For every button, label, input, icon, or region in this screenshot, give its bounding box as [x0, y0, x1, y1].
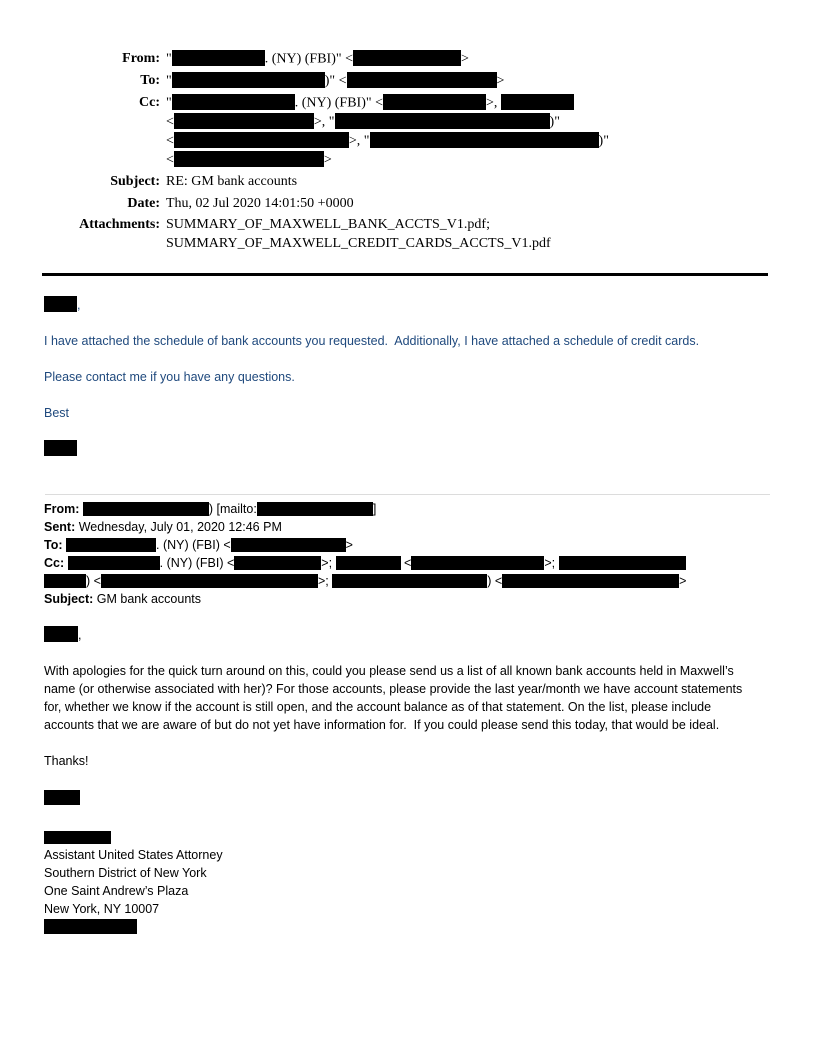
- header-value-line: [166, 132, 772, 151]
- header-value-line: [166, 216, 772, 235]
- email2-body: [44, 626, 772, 770]
- header-text: ) [mailto:: [208, 502, 257, 516]
- header-text: <: [166, 133, 174, 149]
- redaction-bar: [172, 50, 265, 66]
- header-text: >: [345, 538, 353, 552]
- header-field-value: [166, 173, 772, 192]
- header-text: )": [598, 133, 609, 149]
- header-text: . (NY) (FBI)" <: [294, 95, 383, 111]
- email1-header-row: [44, 195, 772, 214]
- signature-line: One Saint Andrew’s Plaza: [44, 884, 189, 898]
- redaction-bar: [353, 50, 461, 66]
- redaction-bar: [44, 831, 111, 844]
- email2-header-line: [44, 500, 772, 518]
- email1-header-row: [44, 94, 772, 170]
- redaction-bar: [83, 502, 209, 516]
- header-text: >, ": [313, 114, 335, 130]
- header-text: >, ": [348, 133, 370, 149]
- email1-header-row: [44, 72, 772, 91]
- body-paragraph: Best: [44, 406, 70, 420]
- redaction-bar: [335, 113, 550, 129]
- header-field-label: Subject:: [44, 592, 94, 606]
- email1-signature: [44, 440, 772, 458]
- email2-header: [44, 500, 772, 608]
- header-field-label: Cc:: [139, 95, 160, 110]
- header-text: <: [166, 114, 174, 130]
- email1-header-row: [44, 216, 772, 253]
- header-text: Wednesday, July 01, 2020 12:46 PM: [75, 520, 282, 534]
- header-text: >: [460, 51, 469, 67]
- header-text: SUMMARY_OF_MAXWELL_BANK_ACCTS_V1.pdf;: [166, 217, 490, 232]
- redaction-bar: [411, 556, 544, 570]
- email2-header-line: [44, 536, 772, 554]
- redaction-bar: [68, 556, 160, 570]
- header-field-label: From:: [122, 51, 160, 66]
- header-field-value: [166, 195, 772, 214]
- header-text: ]: [372, 502, 377, 516]
- email2-paragraphs: [44, 662, 772, 770]
- greeting-comma: ,: [78, 628, 82, 642]
- header-text: Thu, 02 Jul 2020 14:01:50 +0000: [166, 195, 354, 211]
- header-value-line: [166, 72, 772, 91]
- header-field-label: To:: [140, 73, 160, 88]
- header-text: . (NY) (FBI) <: [156, 538, 231, 552]
- redaction-bar: [559, 556, 686, 570]
- redaction-bar: [501, 94, 574, 110]
- signature-block: [44, 789, 772, 936]
- header-text: ": [166, 95, 172, 111]
- header-text: ": [166, 73, 172, 89]
- header-text: >: [679, 574, 687, 588]
- redaction-bar: [66, 538, 156, 552]
- redaction-bar: [44, 626, 78, 642]
- email1-paragraphs: [44, 332, 772, 422]
- redaction-bar: [172, 94, 295, 110]
- header-field-value: [166, 94, 772, 170]
- signature-line: Southern District of New York: [44, 866, 207, 880]
- header-text: <: [400, 556, 412, 570]
- header-text: >: [496, 73, 505, 89]
- header-text: ) <: [86, 574, 101, 588]
- email1-greeting: [44, 296, 772, 314]
- header-text: SUMMARY_OF_MAXWELL_CREDIT_CARDS_ACCTS_V1.pdf: [166, 235, 551, 251]
- header-field-label: To:: [44, 538, 63, 552]
- header-value-line: [166, 195, 772, 214]
- header-text: >;: [544, 556, 559, 570]
- signature-phone: [44, 918, 772, 936]
- redaction-bar: [383, 94, 486, 110]
- header-text: ": [166, 51, 172, 67]
- header-field-label: From:: [44, 502, 80, 516]
- email2-header-line: [44, 554, 772, 572]
- header-field-label: Date:: [127, 195, 160, 211]
- header-value-line: [166, 173, 772, 192]
- email1-header: [44, 50, 772, 253]
- header-text: >,: [485, 95, 501, 111]
- redaction-bar: [172, 72, 325, 88]
- header-value-line: [166, 113, 772, 132]
- signature-line: Assistant United States Attorney: [44, 848, 223, 862]
- redaction-bar: [44, 919, 137, 934]
- email2-header-line: [44, 590, 772, 608]
- signature-name: [44, 828, 772, 846]
- redaction-bar: [347, 72, 497, 88]
- redaction-bar: [44, 296, 77, 312]
- email1-header-row: [44, 173, 772, 192]
- header-value-line: [166, 94, 772, 113]
- header-text: >;: [321, 556, 336, 570]
- redaction-bar: [234, 556, 321, 570]
- header-text: )" <: [324, 73, 347, 89]
- header-text: . (NY) (FBI) <: [159, 556, 235, 570]
- greeting-comma: ,: [77, 298, 81, 312]
- redaction-bar: [231, 538, 346, 552]
- redaction-bar: [174, 132, 349, 148]
- header-text: >;: [317, 574, 333, 588]
- header-text: <: [166, 152, 174, 168]
- redaction-bar: [101, 574, 318, 588]
- redaction-bar: [332, 574, 487, 588]
- quoted-email-divider-rule: [45, 494, 770, 495]
- signature-lines: [44, 846, 772, 918]
- body-paragraph: Thanks!: [44, 754, 89, 768]
- header-field-label: Cc:: [44, 556, 65, 570]
- header-field-value: [166, 72, 772, 91]
- email1-header-row: [44, 50, 772, 69]
- redaction-bar: [44, 574, 86, 588]
- header-field-value: [166, 216, 772, 253]
- redaction-bar: [174, 113, 314, 129]
- header-field-label: Sent:: [44, 520, 76, 534]
- redaction-bar: [336, 556, 401, 570]
- header-field-value: [166, 50, 772, 69]
- body-paragraph: I have attached the schedule of bank accounts you requested. Additionally, I have attached a schedule of credit cards.: [44, 334, 700, 348]
- header-text: >: [323, 152, 332, 168]
- header-field-label: Subject:: [110, 174, 160, 189]
- redaction-bar: [370, 132, 599, 148]
- signature-closing: [44, 789, 772, 807]
- header-text: )": [549, 114, 560, 130]
- email1-body: [44, 296, 772, 458]
- redaction-bar: [502, 574, 679, 588]
- header-text: GM bank accounts: [93, 592, 202, 606]
- header-text: ) <: [487, 574, 503, 588]
- header-value-line: [166, 151, 772, 170]
- body-paragraph: Please contact me if you have any questions.: [44, 370, 295, 384]
- redaction-bar: [44, 790, 80, 805]
- header-text: . (NY) (FBI)" <: [264, 51, 353, 67]
- header-divider-rule: [42, 273, 768, 276]
- email2-header-line: [44, 572, 772, 590]
- email2-header-line: [44, 518, 772, 536]
- header-text: RE: GM bank accounts: [166, 174, 298, 189]
- redaction-bar: [44, 440, 77, 456]
- redaction-bar: [174, 151, 324, 167]
- signature-line: New York, NY 10007: [44, 902, 160, 916]
- header-value-line: [166, 50, 772, 69]
- email2-greeting: [44, 626, 772, 644]
- redaction-bar: [257, 502, 373, 516]
- header-value-line: [166, 235, 772, 254]
- body-paragraph: With apologies for the quick turn around on this, could you please send us a list of all known bank accounts held in Maxwell’s name (or otherwise associated with her)? For those accounts, please provide the last year/month we have account statements for, whether we know if the account is still open, and the account balance as of that statement. On the list, please include accounts that we are aware of but do not yet have information for. If you could please send this today, that would be ideal.: [44, 664, 746, 732]
- header-field-label: Attachments:: [79, 217, 160, 232]
